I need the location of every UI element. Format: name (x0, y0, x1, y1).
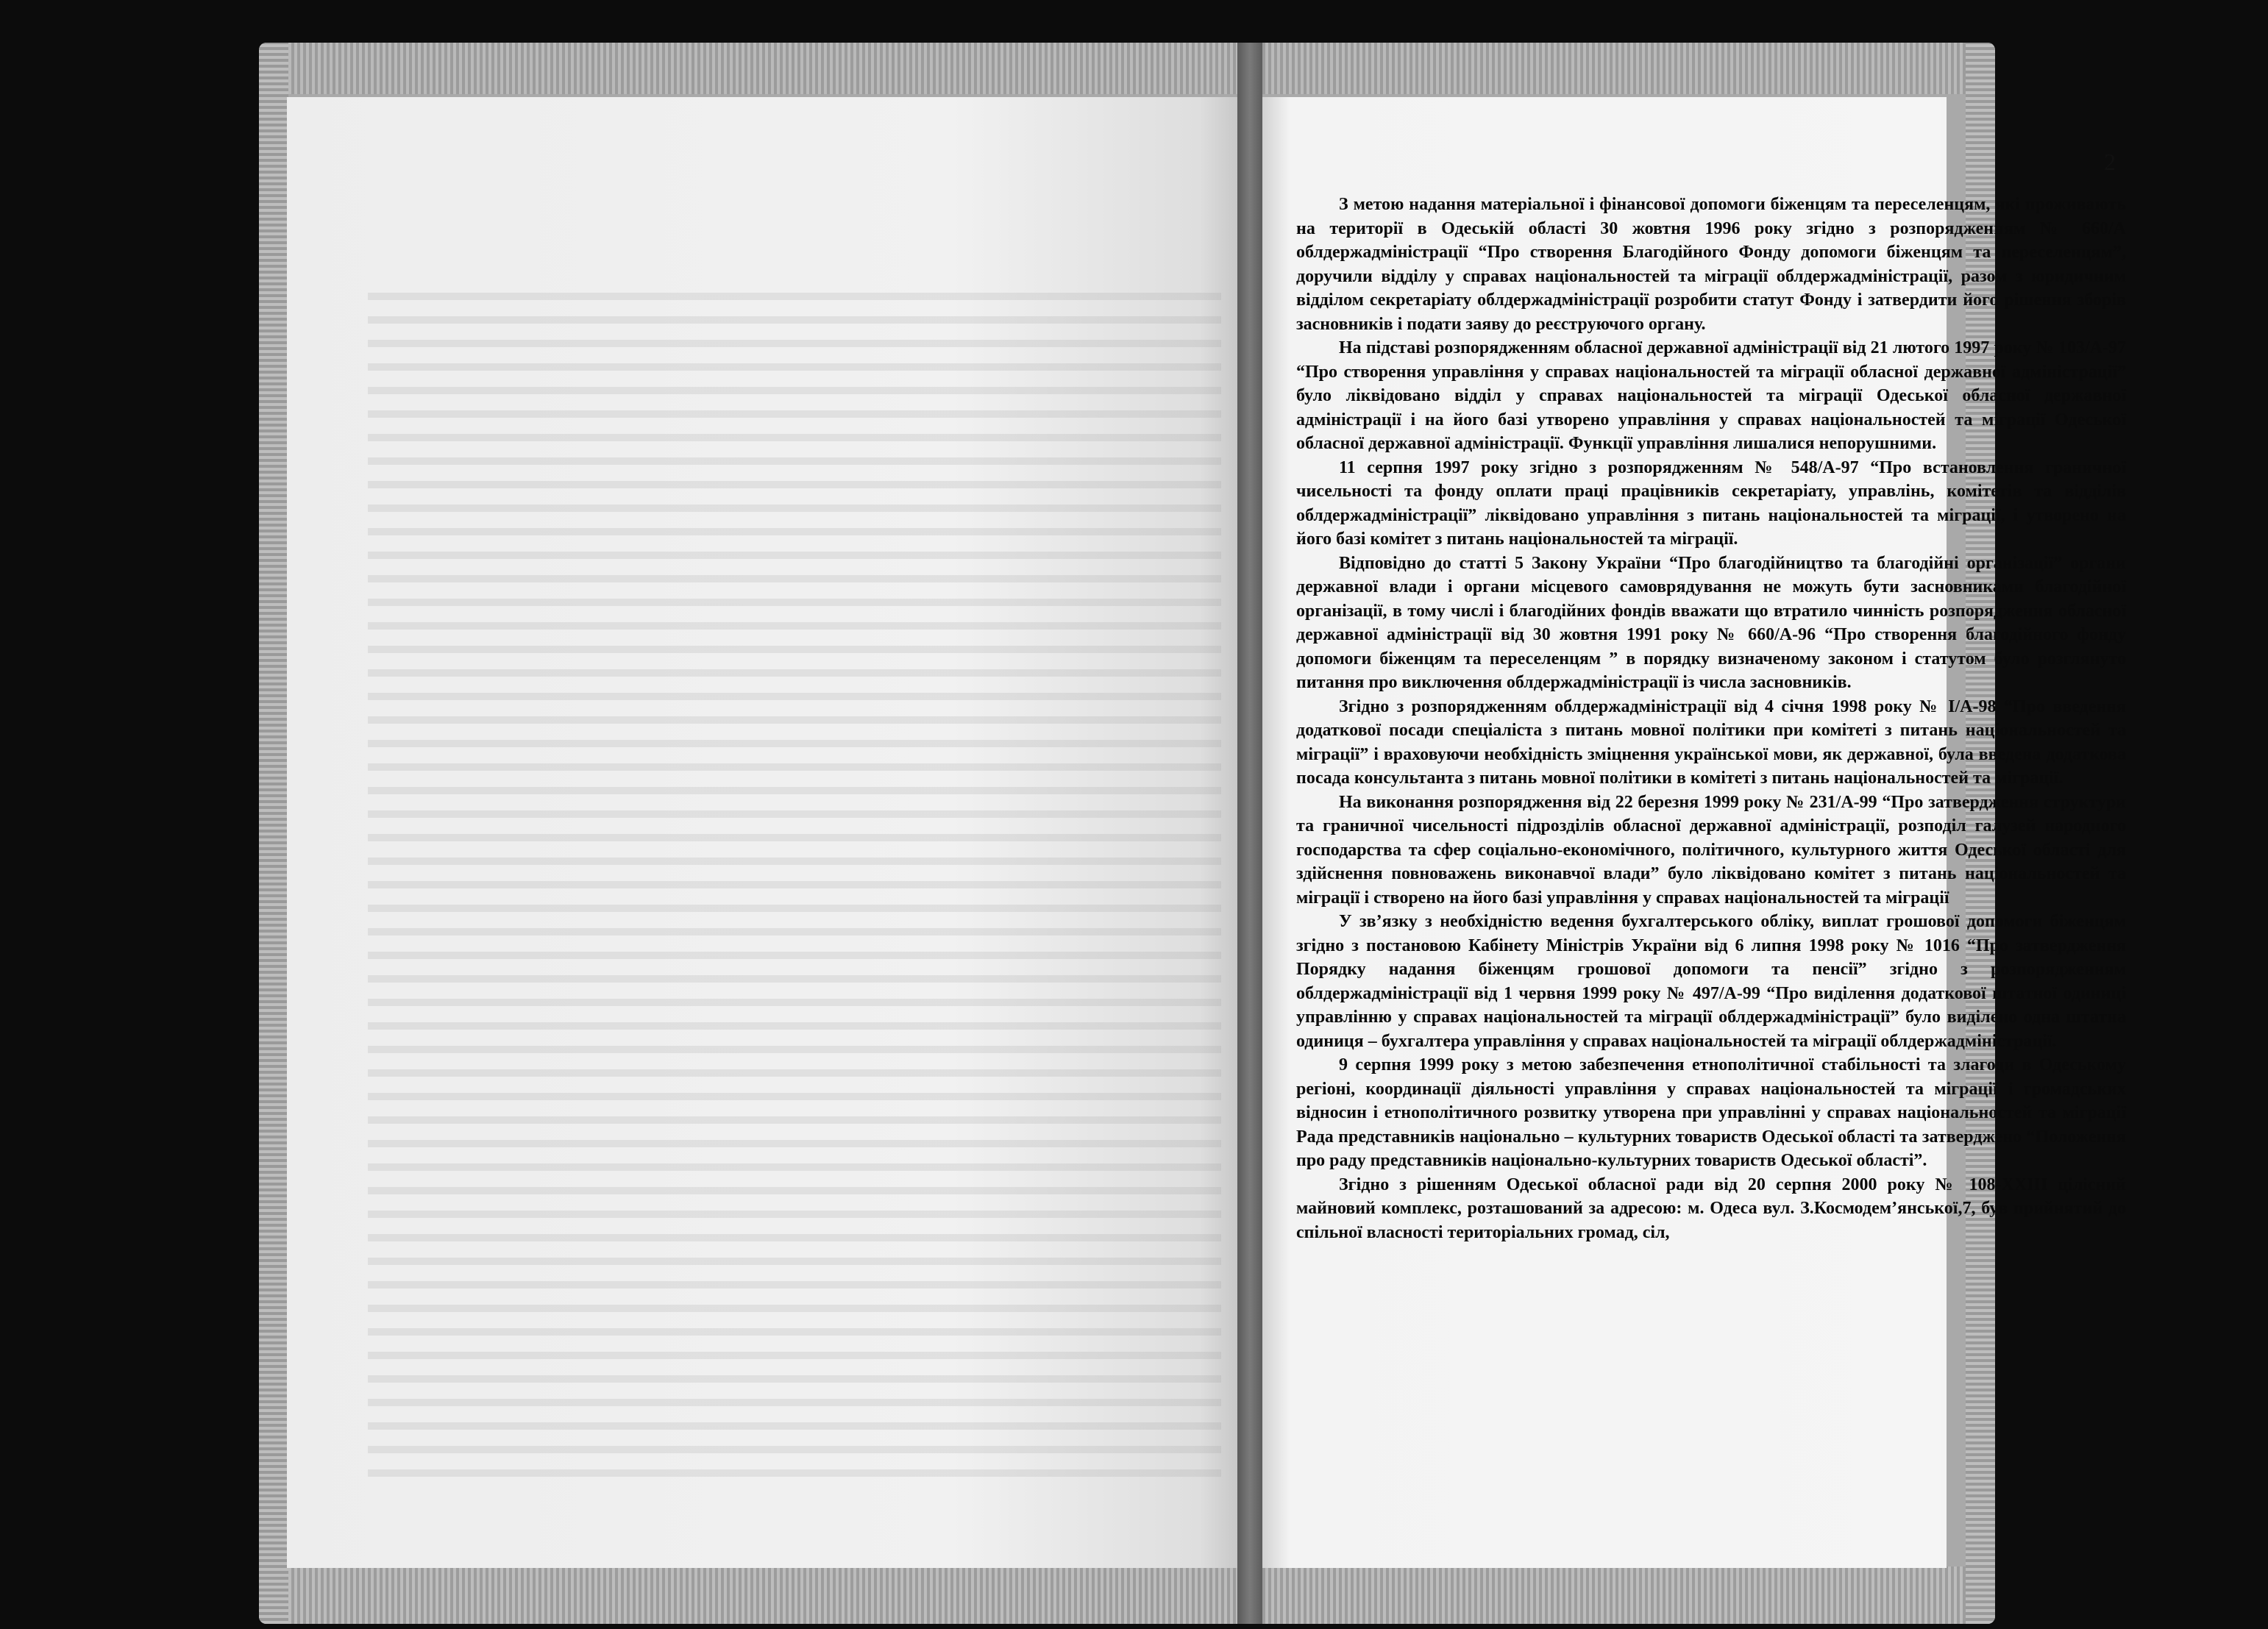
paragraph: 11 серпня 1997 року згідно з розпорядженням № 548/А-97 “Про встановлення граничної чисельності та фонду оплати праці працівників секретаріату, управлінь, комітетів та відділів облдержадміністрації” ліквідовано управління з питань національностей та міграції, і утворено на його базі комітет з питань національностей та міграції. (1296, 457, 2126, 549)
cover-edge-bottom (259, 1566, 1995, 1624)
page-body (1296, 193, 2126, 1244)
page-number: 2 (2104, 149, 2116, 175)
paragraph: У зв’язку з необхідністю ведення бухгалтерського обліку, виплат грошової допомоги біженцям згідно з постановою Кабінету Міністрів України від 6 липня 1998 року № 1016 “Про затвердження Порядку надання біженцям грошової допомоги та пенсії” згідно з розпорядженням облдержадміністрації від 1 червня 1999 року № 497/А-99 “Про виділення додаткової штатної одиниці управлінню у справах національностей та міграції облдержадміністрації” було виділено одна штатна одиниця – бухгалтера управління у справах національностей та міграції облдержадміністрації. (1296, 912, 2126, 1051)
cover-edge-left (259, 43, 288, 1624)
left-page-bleedthrough-text (368, 279, 1221, 1493)
paragraph: На підставі розпорядженням обласної державної адміністрації від 21 лютого 1997 року № 103/А-97 “Про створення управління у справах національностей та міграції обласної державної адміністрації” було ліквідовано відділ у справах національностей та міграції Одеської обласної державної адміністрації і на його базі утворено управління у справах національностей та міграції Одеської обласної державної адміністрації. Функції управління лишалися непорушними. (1296, 338, 2126, 453)
paragraph: 9 серпня 1999 року з метою забезпечення етнополітичної стабільності та злагоди в Одеському регіоні, координації діяльності управління у справах національностей та міграції і громадських відносин і етнополітичного розвитку утворена при управлінні у справах національностей та міграції Рада представників національно – культурних товариств Одеської області та затверджено “Положення про раду представників національно-культурних товариств Одеської області”. (1296, 1055, 2126, 1170)
paragraph: На виконання розпорядження від 22 березня 1999 року № 231/А-99 “Про затвердження структури та граничної чисельності підрозділів обласної державної адміністрації, розподіл галузей народного господарства та сфер соціально-економічного, політичного, культурного життя Одеської області для здійснення повноважень виконавчої влади” було ліквідовано комітет з питань національностей та міграції і створено на його базі управління у справах національностей та міграції (1296, 792, 2126, 908)
paragraph: Відповідно до статті 5 Закону України “Про благодійництво та благодійні організації” органи державної влади і органи місцевого самоврядування не можуть бути засновниками благодійної організації, в тому числі і благодійних фондів вважати що втратило чинність розпорядження обласної державної адміністрації від 30 жовтня 1991 року № 660/А-96 “Про створення благодійного фонду допомоги біженцям та переселенцям ” в порядку визначеному законом і статутом було розглянуто питання про виключення облдержадміністрації із числа засновників. (1296, 553, 2126, 692)
paragraph: З метою надання матеріальної і фінансової допомоги біженцям та переселенцям, які проживають на території в Одеській області 30 жовтня 1996 року згідно з розпорядженням № 660/А облдержадміністрації “Про створення Благодійного Фонду допомоги біженцям та переселенцям”, доручили відділу у справах національностей та міграції облдержадміністрації, разом з юридичним відділом секретаріату облдержадміністрації розробити статут Фонду і затвердити його рішення зборів засновників і подати заяву до реєструючого органу. (1296, 195, 2126, 334)
paragraph: Згідно з розпорядженням облдержадміністрації від 4 січня 1998 року № І/А-98 “Про введення додаткової посади спеціаліста з питань мовної політики при комітеті з питань національностей та міграції” і враховуючи необхідність зміцнення української мови, як державної, була введена додаткова посада консультанта з питань мовної політики в комітеті з питань національностей та міграції. (1296, 696, 2126, 788)
cover-edge-top (259, 43, 1995, 94)
paragraph: Згідно з рішенням Одеської обласної ради від 20 серпня 2000 року № 108-XXIII цілісний майновий комплекс, розташований за адресою: м. Одеса вул. З.Космодем’янської,7, був прийнятий до спільної власності територіальних громад, сіл, (1296, 1174, 2126, 1242)
book-spine (1237, 43, 1262, 1624)
